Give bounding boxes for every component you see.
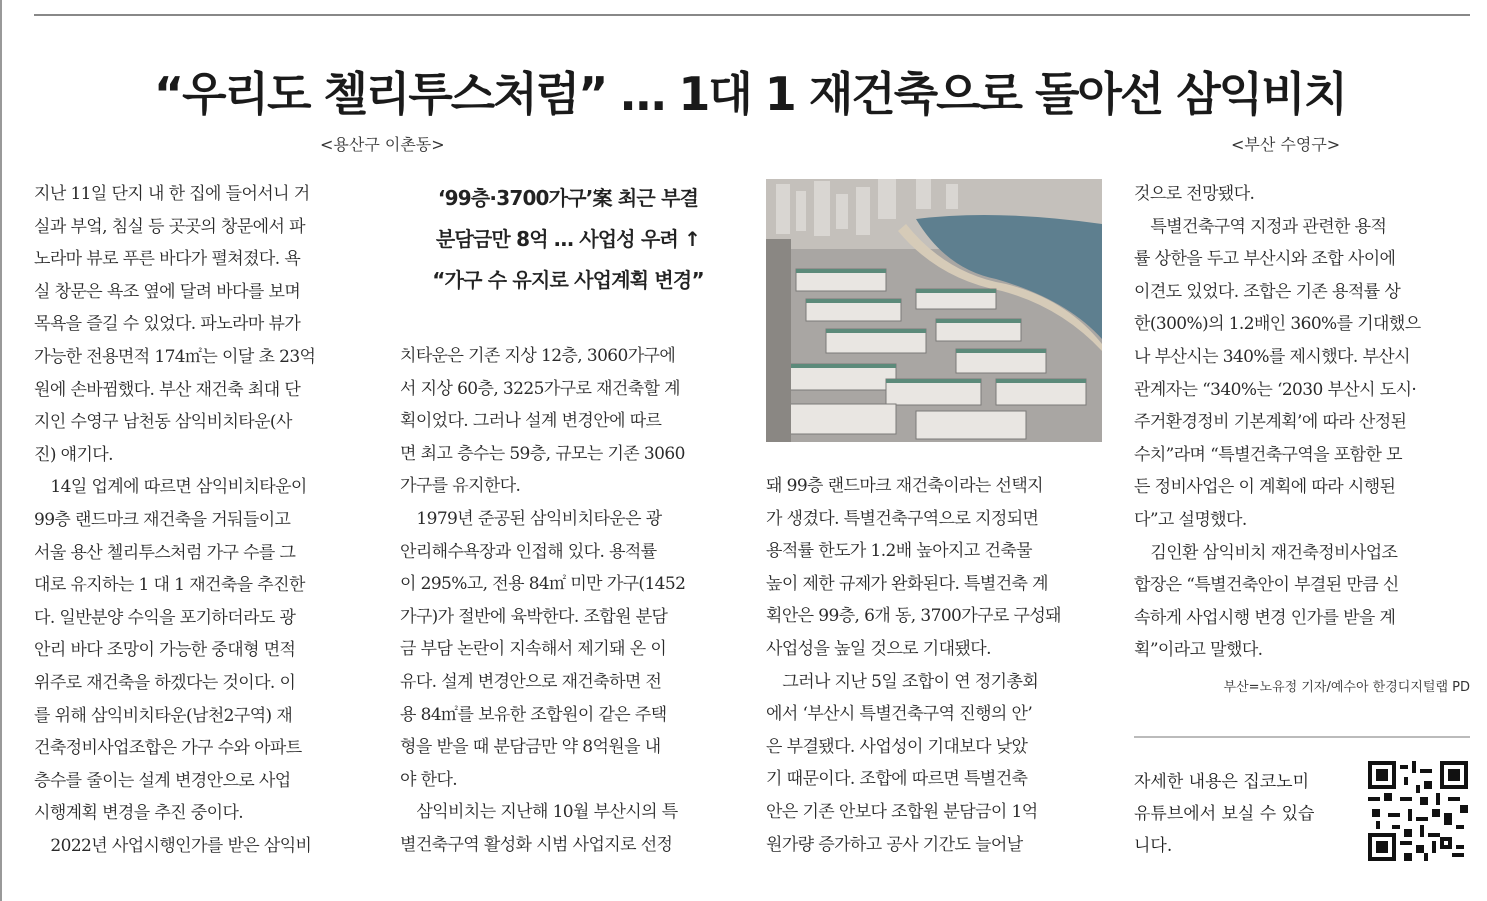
subheadline-3: “가구 수 유지로 사업계획 변경”	[432, 268, 704, 292]
article-line: 건축정비사업조합은 가구 수와 아파트	[34, 738, 302, 759]
article-line: 노라마 뷰로 푸른 바다가 펼쳐졌다. 욕	[34, 249, 301, 270]
article-line: 안리 바다 조망이 가능한 중대형 면적	[34, 640, 296, 661]
photo-illustration	[766, 179, 1102, 442]
article-line: 서울 용산 첼리투스처럼 가구 수를 그	[34, 542, 296, 563]
article-line: 다. 일반분양 수익을 포기하더라도 광	[34, 607, 296, 628]
article-line: 주거환경정비 기본계획’에 따라 산정된	[1134, 412, 1407, 433]
article-line: 안은 기존 안보다 조합원 분담금이 1억	[766, 801, 1038, 822]
article-line: 가능한 전용면적 174㎡는 이달 초 23억	[34, 346, 316, 367]
article-line: 김인환 삼익비치 재건축정비사업조	[1134, 542, 1398, 563]
article-column-4	[1134, 178, 1470, 667]
article-line: 수치”라며 “특별건축구역을 포함한 모	[1134, 444, 1402, 465]
qr-code-icon[interactable]	[1368, 761, 1468, 861]
article-line: 실 창문은 욕조 옆에 달려 바다를 보며	[34, 281, 301, 302]
article-line: 획이었다. 그러나 설계 변경안에 따르	[400, 411, 662, 432]
article-line: 층수를 줄이는 설계 변경안으로 사업	[34, 770, 291, 791]
article-line: 가 생겼다. 특별건축구역으로 지정되면	[766, 508, 1039, 529]
article-line: 특별건축구역 지정과 관련한 용적	[1134, 216, 1387, 237]
article-line: 99층 랜드마크 재건축을 거둬들이고	[34, 509, 291, 530]
article-line: 속하게 사업시행 변경 인가를 받을 계	[1134, 607, 1396, 628]
article-line: 용 84㎡를 보유한 조합원이 같은 주택	[400, 704, 667, 725]
aerial-apartment-photo	[766, 179, 1102, 442]
article-line: 금 부담 논란이 지속해서 제기돼 온 이	[400, 639, 667, 660]
article-line: 2022년 사업시행인가를 받은 삼익비	[34, 835, 312, 856]
article-line: 에서 ‘부산시 특별건축구역 진행의 안’	[766, 704, 1033, 725]
subheadline-1: ‘99층·3700가구’案 최근 부결	[437, 186, 699, 210]
article-line: 한(300%)의 1.2배인 360%를 기대했으	[1134, 314, 1421, 335]
headline: “우리도 첼리투스처럼” … 1대 1 재건축으로 돌아선 삼익비치	[153, 67, 1347, 121]
article-line: 목욕을 즐길 수 있었다. 파노라마 뷰가	[34, 314, 301, 335]
article-line: 서 지상 60층, 3225가구로 재건축할 계	[400, 378, 680, 399]
article-line: 이 295%고, 전용 84㎡ 미만 가구(1452	[400, 574, 686, 595]
article-column-2	[400, 340, 736, 862]
article-line: 위주로 재건축을 하겠다는 것이다. 이	[34, 672, 296, 693]
article-line: 14일 업계에 따르면 삼익비치타운이	[34, 477, 307, 498]
article-line: 를 위해 삼익비치타운(남천2구역) 재	[34, 705, 293, 726]
article-line: 다”고 설명했다.	[1134, 509, 1247, 530]
article-line: 안리해수욕장과 인접해 있다. 용적률	[400, 541, 657, 562]
article-line: 그러나 지난 5일 조합이 연 정기총회	[766, 671, 1039, 692]
article-line: 돼 99층 랜드마크 재건축이라는 선택지	[766, 476, 1043, 496]
article-line: 사업성을 높일 것으로 기대됐다.	[766, 638, 991, 659]
promo-line: 자세한 내용은 집코노미	[1134, 772, 1310, 792]
byline: 부산=노유정 기자/예수아 한경디지털랩 PD	[1223, 680, 1470, 695]
article-line: 합장은 “특별건축안이 부결된 만큼 신	[1134, 575, 1399, 596]
article-line: 원가량 증가하고 공사 기간도 늘어날	[766, 834, 1023, 855]
article-line: 든 정비사업은 이 계획에 따라 시행된	[1134, 477, 1396, 498]
article-line: 면 최고 층수는 59층, 규모는 기존 3060	[400, 443, 685, 464]
promo-separator	[1134, 736, 1470, 738]
article-line: 가구)가 절반에 육박한다. 조합원 분담	[400, 606, 668, 627]
article-line: 것으로 전망됐다.	[1134, 184, 1255, 204]
page-edge	[0, 0, 2, 901]
article-line: 획”이라고 말했다.	[1134, 640, 1263, 661]
article-column-3	[766, 470, 1102, 861]
article-line: 대로 유지하는 1 대 1 재건축을 추진한	[34, 575, 305, 596]
article-line: 지난 11일 단지 내 한 집에 들어서니 거	[34, 184, 310, 204]
article-line: 높이 제한 규제가 완화된다. 특별건축 계	[766, 573, 1048, 594]
article-line: 삼익비치는 지난해 10월 부산시의 특	[400, 802, 678, 823]
article-line: 지인 수영구 남천동 삼익비치타운(사	[34, 412, 292, 433]
article-line: 원에 손바뀜했다. 부산 재건축 최대 단	[34, 379, 301, 400]
article-line: 치타운은 기존 지상 12층, 3060가구에	[400, 346, 676, 366]
article-line: 가구를 유지한다.	[400, 476, 521, 497]
promo-line: 유튜브에서 보실 수 있습	[1134, 804, 1315, 824]
article-line: 은 부결됐다. 사업성이 기대보다 낮았	[766, 736, 1028, 757]
article-line: 진) 얘기다.	[34, 444, 113, 465]
photo-caption-left: <용산구 이촌동>	[320, 135, 445, 154]
promo-text	[1134, 766, 1354, 862]
article-line: 형을 받을 때 분담금만 약 8억원을 내	[400, 737, 661, 758]
subheadline-block	[400, 178, 736, 301]
article-line: 야 한다.	[400, 769, 458, 790]
article-line: 획안은 99층, 6개 동, 3700가구로 구성돼	[766, 606, 1062, 627]
photo-caption-right: <부산 수영구>	[1231, 135, 1341, 154]
article-line: 시행계획 변경을 추진 중이다.	[34, 803, 244, 824]
article-line: 이견도 있었다. 조합은 기존 용적률 상	[1134, 281, 1401, 302]
article-column-1	[34, 178, 370, 862]
article-line: 1979년 준공된 삼익비치타운은 광	[400, 508, 662, 529]
article-line: 실과 부엌, 침실 등 곳곳의 창문에서 파	[34, 216, 305, 237]
article-line: 관계자는 “340%는 ‘2030 부산시 도시·	[1134, 379, 1417, 400]
promo-line: 니다.	[1134, 836, 1173, 856]
article-line: 별건축구역 활성화 시범 사업지로 선정	[400, 834, 673, 855]
article-line: 유다. 설계 변경안으로 재건축하면 전	[400, 671, 662, 692]
article-line: 기 때문이다. 조합에 따르면 특별건축	[766, 769, 1028, 790]
top-rule	[34, 14, 1470, 16]
subheadline-2: 분담금만 8억 … 사업성 우려 ↑	[435, 227, 701, 251]
article-line: 용적률 한도가 1.2배 높아지고 건축물	[766, 541, 1032, 562]
article-line: 나 부산시는 340%를 제시했다. 부산시	[1134, 346, 1410, 367]
article-line: 률 상한을 두고 부산시와 조합 사이에	[1134, 249, 1396, 270]
